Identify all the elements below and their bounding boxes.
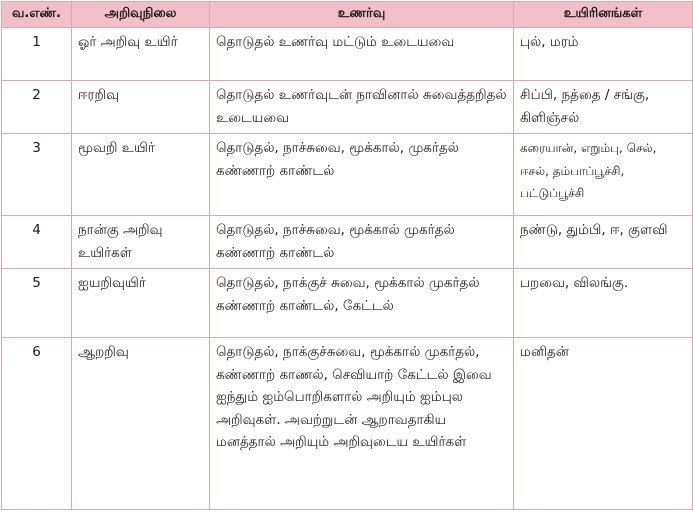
row-senses: தொடுதல், நாச்சுவை, மூக்கால், முகர்தல் கண்ணாற் காண்டல் (210, 134, 514, 216)
row-level: மூவறி உயிர் (72, 134, 210, 216)
table-row (2, 269, 693, 338)
header-number: வ.எண். (2, 2, 72, 28)
row-number: 6 (2, 338, 72, 510)
header-level: அறிவுநிலை (72, 2, 210, 28)
row-creatures: பறவை, விலங்கு. (514, 269, 693, 338)
row-senses: தொடுதல், நாச்சுவை, மூக்கால் முகர்தல் கண்ணாற் காண்டல் (210, 216, 514, 269)
table-row (2, 338, 693, 510)
row-number: 2 (2, 81, 72, 134)
header-creatures: உயிரினங்கள் (514, 2, 693, 28)
row-senses: தொடுதல் உணர்வு மட்டும் உடையவை (210, 28, 514, 81)
row-creatures: மனிதன் (514, 338, 693, 510)
table-row (2, 81, 693, 134)
row-creatures: புல், மரம் (514, 28, 693, 81)
row-senses: தொடுதல் உணர்வுடன் நாவினால் சுவைத்தறிதல் உடையவை (210, 81, 514, 134)
row-creatures: கரையான், எறும்பு, செல், ஈசல், தம்பாப்பூச்சி, பட்டுப்பூச்சி (514, 134, 693, 216)
row-level: ஈரறிவு (72, 81, 210, 134)
table-row (2, 216, 693, 269)
row-number: 5 (2, 269, 72, 338)
row-level: ஐயறிவுயிர் (72, 269, 210, 338)
header-row (2, 2, 693, 28)
row-creatures: நண்டு, தும்பி, ஈ, குளவி (514, 216, 693, 269)
table-row (2, 28, 693, 81)
row-number: 3 (2, 134, 72, 216)
row-senses: தொடுதல், நாக்குச் சுவை, மூக்கால் முகர்தல் கண்ணாற் காண்டல், கேட்டல் (210, 269, 514, 338)
row-number: 4 (2, 216, 72, 269)
header-senses: உணர்வு (210, 2, 514, 28)
row-level: ஆறறிவு (72, 338, 210, 510)
row-number: 1 (2, 28, 72, 81)
senses-table (1, 1, 693, 510)
row-level: நான்கு அறிவு உயிர்கள் (72, 216, 210, 269)
table-row (2, 134, 693, 216)
table-body (2, 28, 693, 510)
row-senses: தொடுதல், நாக்குச்சுவை, மூக்கால் முகர்தல், கண்ணாற் காணல், செவியாற் கேட்டல் இவை ஐந்தும் ஐம்பொறிகளால் அறியும் ஐம்புல அறிவுகள். அவற்றுடன் ஆறாவதாகிய மனத்தால் அறியும் அறிவுடைய உயிர்கள் (210, 338, 514, 510)
row-creatures: சிப்பி, நத்தை / சங்கு, கிளிஞ்சல் (514, 81, 693, 134)
row-level: ஓர் அறிவு உயிர் (72, 28, 210, 81)
table-header (2, 2, 693, 28)
